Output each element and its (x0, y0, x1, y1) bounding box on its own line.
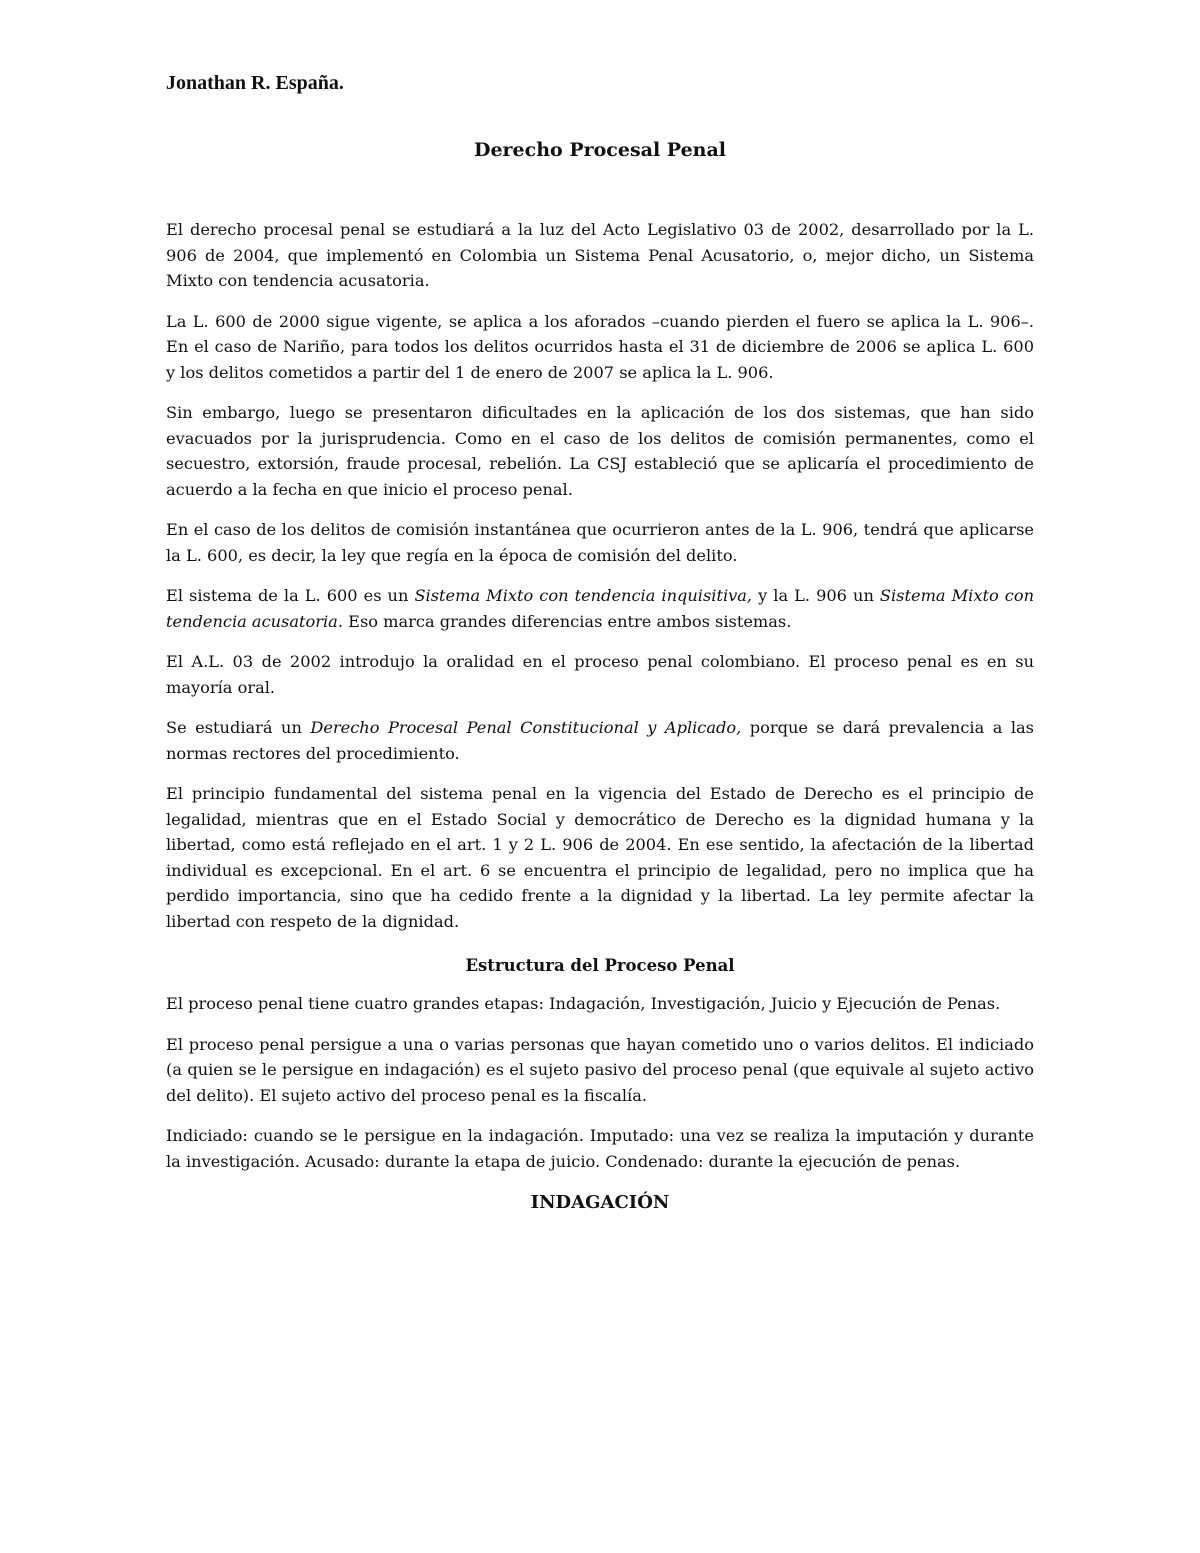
paragraph-5-emphasis-acusatoria: Sistema Mixto con tendencia acusatoria. (166, 586, 1035, 631)
paragraph-5-emphasis-inquisitiva: Sistema Mixto con tendencia inquisitiva, (414, 586, 753, 605)
paragraph-5-text-c: y la L. 906 un (752, 586, 880, 605)
paragraph-2: La L. 600 de 2000 sigue vigente, se aplica a los aforados –cuando pierden el fuero se aplica la L. 906–. En el caso de Nariño, para todos los delitos ocurridos hasta el 31 de diciembre de 2006 se aplica L. 600 y los delitos cometidos a partir del 1 de enero de 2007 se aplica la L. 906. (166, 311, 1034, 382)
paragraph-5-text-a: El sistema de la L. 600 es un (166, 586, 415, 605)
paragraph-8: El principio fundamental del sistema penal en la vigencia del Estado de Derecho es el principio de legalidad, mientras que en el Estado Social y democrático de Derecho es la dignidad humana y la libertad, como está reflejado en el art. 1 y 2 L. 906 de 2004. En ese sentido, la afectación de la libertad individual es excepcional. En el art. 6 se encuentra el principio de legalidad, pero no implica que ha perdido importancia, sino que ha cedido frente a la dignidad y la libertad. La ley permite afectar la libertad con respeto de la dignidad. (166, 784, 1034, 931)
paragraph-5 (166, 583, 1034, 634)
paragraph-6: El A.L. 03 de 2002 introdujo la oralidad en el proceso penal colombiano. El proceso penal es en su mayoría oral. (166, 652, 1034, 697)
paragraph-7-text-a: Se estudiará un (166, 718, 311, 737)
paragraph-4: En el caso de los delitos de comisión instantánea que ocurrieron antes de la L. 906, tendrá que aplicarse la L. 600, es decir, la ley que regía en la época de comisión del delito. (166, 520, 1034, 565)
document-title: Derecho Procesal Penal (473, 139, 726, 161)
section-title-indagacion: INDAGACIÓN (530, 1192, 670, 1213)
paragraph-3: Sin embargo, luego se presentaron dificultades en la aplicación de los dos sistemas, que han sido evacuados por la jurisprudencia. Como en el caso de los delitos de comisión permanentes, como el secuestro, extorsión, fraude procesal, rebelión. La CSJ estableció que se aplicaría el procedimiento de acuerdo a la fecha en que inicio el proceso penal. (166, 403, 1034, 499)
paragraph-7-text-c: porque se dará prevalencia a las normas rectores del procedimiento. (166, 718, 1034, 763)
paragraph-5-text-e: Eso marca grandes diferencias entre ambos sistemas. (342, 611, 792, 631)
author-name: Jonathan R. España. (166, 72, 344, 94)
paragraph-7 (166, 715, 1034, 766)
paragraph-7-emphasis: Derecho Procesal Penal Constitucional y Aplicado, (310, 718, 742, 737)
paragraph-1: El derecho procesal penal se estudiará a la luz del Acto Legislativo 03 de 2002, desarrollado por la L. 906 de 2004, que implementó en Colombia un Sistema Penal Acusatorio, o, mejor dicho, un Sistema Mixto con tendencia acusatoria. (166, 220, 1034, 290)
section-subheading: Estructura del Proceso Penal (465, 956, 735, 975)
paragraph-10: El proceso penal persigue a una o varias personas que hayan cometido uno o varios delitos. El indiciado (a quien se le persigue en indagación) es el sujeto pasivo del proceso penal (que equivale al sujeto activo del delito). El sujeto activo del proceso penal es la fiscalía. (166, 1034, 1034, 1105)
paragraph-9: El proceso penal tiene cuatro grandes etapas: Indagación, Investigación, Juicio y Ejecución de Penas. (166, 994, 1001, 1013)
paragraph-11: Indiciado: cuando se le persigue en la indagación. Imputado: una vez se realiza la imputación y durante la investigación. Acusado: durante la etapa de juicio. Condenado: durante la ejecución de penas. (166, 1126, 1034, 1171)
